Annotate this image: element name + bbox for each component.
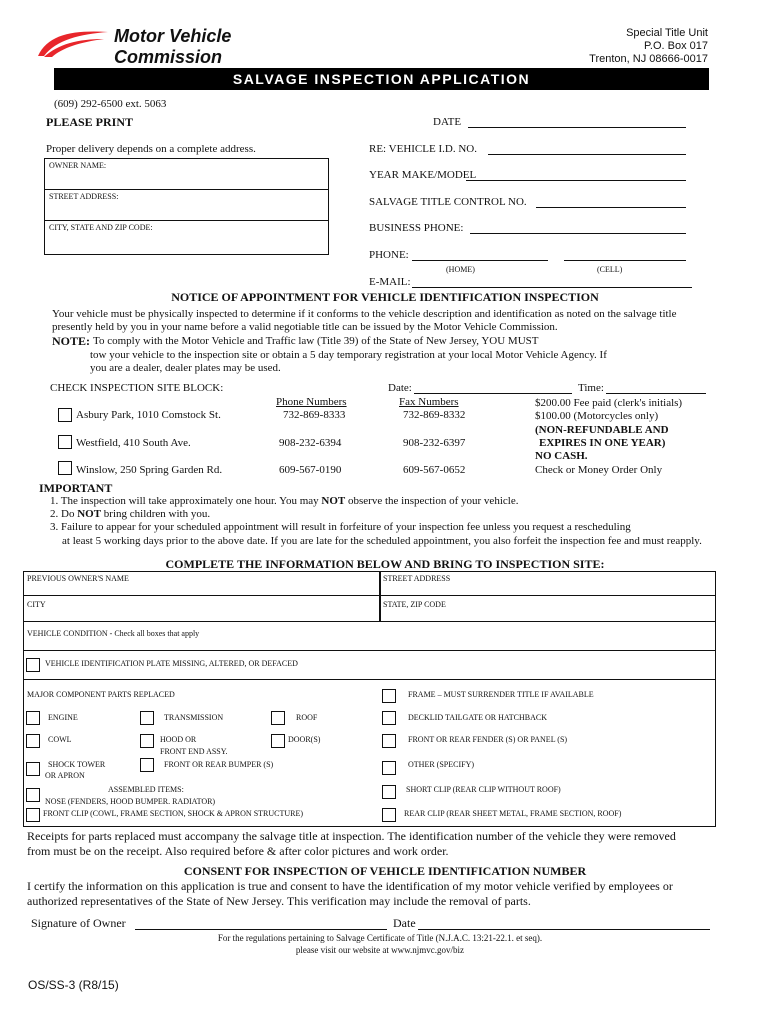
roof-checkbox[interactable] [271, 711, 285, 725]
agency-name-line2: Commission [114, 47, 223, 67]
business-phone-label: BUSINESS PHONE: [369, 222, 464, 234]
site-fax-asbury: 732-869-8332 [403, 409, 466, 421]
salvage-title-input[interactable] [536, 207, 686, 208]
cell-label: (CELL) [597, 265, 623, 274]
please-print: PLEASE PRINT [46, 115, 134, 129]
city-state-zip-field[interactable]: CITY, STATE AND ZIP CODE: [44, 220, 329, 255]
site-checkbox-westfield[interactable] [58, 435, 72, 449]
shock-label-line2: OR APRON [45, 771, 85, 780]
prev-owner-field[interactable]: PREVIOUS OWNER'S NAME [23, 571, 381, 596]
roof-label: ROOF [296, 713, 318, 722]
note-label: NOTE: [52, 334, 91, 348]
consent-line2: authorized representatives of the State of New Jersey. This verification may include the removal of parts. [27, 894, 531, 908]
assembled-label-line2: NOSE (FENDERS, HOOD BUMPER. RADIATOR) [45, 797, 216, 806]
front-clip-label: FRONT CLIP (COWL, FRAME SECTION, SHOCK & APRON STRUCTURE) [43, 809, 304, 818]
form-id: OS/SS-3 (R8/15) [28, 978, 119, 992]
vin-input[interactable] [488, 154, 686, 155]
complete-heading: COMPLETE THE INFORMATION BELOW AND BRING TO INSPECTION SITE: [165, 557, 605, 571]
vehicle-condition-label: VEHICLE CONDITION - Check all boxes that apply [27, 629, 200, 638]
notice-para-line1: Your vehicle must be physically inspected to determine if it conforms to the vehicle description and identification as noted on the salvage title [52, 308, 677, 320]
check-site-label: CHECK INSPECTION SITE BLOCK: [50, 382, 224, 394]
signature-label: Signature of Owner [31, 916, 126, 930]
other-label: OTHER (SPECIFY) [408, 760, 475, 769]
site-name-westfield: Westfield, 410 South Ave. [76, 437, 191, 449]
signature-date-label: Date [393, 916, 416, 930]
email-input[interactable] [412, 287, 692, 288]
engine-label: ENGINE [48, 713, 78, 722]
appt-date-input[interactable] [414, 393, 572, 394]
delivery-note: Proper delivery depends on a complete address. [46, 143, 256, 155]
vin-label: RE: VEHICLE I.D. NO. [369, 143, 477, 155]
transmission-label: TRANSMISSION [164, 713, 224, 722]
signature-date-input[interactable] [418, 929, 710, 930]
prev-state-zip-field[interactable]: STATE, ZIP CODE [379, 595, 716, 622]
short-clip-checkbox[interactable] [382, 785, 396, 799]
note-line1: To comply with the Motor Vehicle and Traffic law (Title 39) of the State of New Jersey, YOU MUST [93, 335, 539, 347]
decklid-checkbox[interactable] [382, 711, 396, 725]
appt-date-label: Date: [388, 382, 412, 394]
divider [23, 679, 716, 680]
doors-checkbox[interactable] [271, 734, 285, 748]
prev-street-field[interactable]: STREET ADDRESS [379, 571, 716, 596]
site-phone-westfield: 908-232-6394 [279, 437, 342, 449]
receipts-line2: from must be on the receipt. Also required before & after color pictures and work order. [27, 844, 449, 858]
date-input[interactable] [468, 127, 686, 128]
bumper-checkbox[interactable] [140, 758, 154, 772]
important-item1: 1. The inspection will take approximately one hour. You may NOT observe the inspection of your vehicle. [50, 495, 519, 507]
fee-line1: $200.00 Fee paid (clerk's initials) [535, 397, 683, 409]
cowl-checkbox[interactable] [26, 734, 40, 748]
divider [23, 650, 716, 651]
fax-numbers-header: Fax Numbers [399, 396, 459, 408]
fee-line4: EXPIRES IN ONE YEAR) [539, 437, 666, 449]
shock-label-line1: SHOCK TOWER [48, 760, 106, 769]
home-label: (HOME) [446, 265, 475, 274]
phone-label: PHONE: [369, 249, 409, 261]
signature-input[interactable] [135, 929, 387, 930]
notice-heading: NOTICE OF APPOINTMENT FOR VEHICLE IDENTIFICATION INSPECTION [171, 290, 599, 304]
important-item2: 2. Do NOT bring children with you. [50, 508, 211, 520]
agency-name-line1: Motor Vehicle [114, 26, 232, 46]
form-title: SALVAGE INSPECTION APPLICATION [54, 68, 709, 90]
fee-line6: Check or Money Order Only [535, 464, 663, 476]
major-parts-label: MAJOR COMPONENT PARTS REPLACED [27, 690, 175, 699]
year-make-model-label: YEAR MAKE/MODEL [369, 169, 477, 181]
cowl-label: COWL [48, 735, 72, 744]
engine-checkbox[interactable] [26, 711, 40, 725]
hood-label-line1: HOOD OR [160, 735, 197, 744]
prev-city-field[interactable]: CITY [23, 595, 381, 622]
phone-ext: (609) 292-6500 ext. 5063 [54, 98, 167, 110]
rear-clip-label: REAR CLIP (REAR SHEET METAL, FRAME SECTION, ROOF) [404, 809, 622, 818]
other-checkbox[interactable] [382, 761, 396, 775]
business-phone-input[interactable] [470, 233, 686, 234]
regulations-line1: For the regulations pertaining to Salvage Certificate of Title (N.J.A.C. 13:21-22.1. et seq). [217, 933, 543, 943]
salvage-title-label: SALVAGE TITLE CONTROL NO. [369, 196, 527, 208]
doors-label: DOOR(S) [288, 735, 321, 744]
short-clip-label: SHORT CLIP (REAR CLIP WITHOUT ROOF) [406, 785, 561, 794]
important-heading: IMPORTANT [39, 481, 113, 495]
site-checkbox-asbury[interactable] [58, 408, 72, 422]
owner-name-field[interactable]: OWNER NAME: [44, 158, 329, 190]
rear-clip-checkbox[interactable] [382, 808, 396, 822]
frame-label: FRAME – MUST SURRENDER TITLE IF AVAILABLE [408, 690, 594, 699]
site-name-asbury: Asbury Park, 1010 Comstock St. [76, 409, 221, 421]
shock-checkbox[interactable] [26, 762, 40, 776]
site-checkbox-winslow[interactable] [58, 461, 72, 475]
vin-plate-checkbox[interactable] [26, 658, 40, 672]
decklid-label: DECKLID TAILGATE OR HATCHBACK [408, 713, 547, 722]
site-fax-winslow: 609-567-0652 [403, 464, 466, 476]
hood-label-line2: FRONT END ASSY. [160, 747, 228, 756]
important-item3-line2: at least 5 working days prior to the above date. If you are late for the scheduled appointment, you also forfeit the inspection fee and must reapply. [62, 535, 702, 547]
note-line3: you are a dealer, dealer plates may be used. [90, 362, 281, 374]
site-phone-asbury: 732-869-8333 [283, 409, 346, 421]
assembled-label-line1: ASSEMBLED ITEMS: [108, 785, 184, 794]
hood-checkbox[interactable] [140, 734, 154, 748]
transmission-checkbox[interactable] [140, 711, 154, 725]
notice-para-line2: presently held by you in your name before a valid negotiable title can be issued by the Motor Vehicle Commission. [52, 321, 558, 333]
note-line2: tow your vehicle to the inspection site or obtain a 5 day temporary registration at your local Motor Vehicle Agency. If [90, 349, 607, 361]
important-item3-line1: 3. Failure to appear for your scheduled appointment will result in forfeiture of your inspection fee unless you request a rescheduling [50, 521, 631, 533]
fender-checkbox[interactable] [382, 734, 396, 748]
fee-line3: (NON-REFUNDABLE AND [535, 424, 669, 436]
email-label: E-MAIL: [369, 276, 411, 288]
year-make-model-input[interactable] [466, 180, 686, 181]
site-name-winslow: Winslow, 250 Spring Garden Rd. [76, 464, 223, 476]
fee-line5: NO CASH. [535, 450, 588, 462]
cell-phone-input[interactable] [564, 260, 686, 261]
home-phone-input[interactable] [412, 260, 548, 261]
consent-line1: I certify the information on this application is true and consent to have the identification of my motor vehicle verified by employees or [27, 879, 673, 893]
appt-time-label: Time: [578, 382, 604, 394]
po-box: P.O. Box 017 [643, 40, 708, 52]
site-fax-westfield: 908-232-6397 [403, 437, 466, 449]
street-address-field[interactable]: STREET ADDRESS: [44, 189, 329, 221]
regulations-line2: please visit our website at www.njmvc.gov/biz [295, 945, 465, 955]
fender-label: FRONT OR REAR FENDER (S) OR PANEL (S) [408, 735, 568, 744]
assembled-checkbox[interactable] [26, 788, 40, 802]
consent-heading: CONSENT FOR INSPECTION OF VEHICLE IDENTIFICATION NUMBER [183, 864, 587, 878]
front-clip-checkbox[interactable] [26, 808, 40, 822]
city-address: Trenton, NJ 08666-0017 [589, 53, 708, 65]
phone-numbers-header: Phone Numbers [276, 396, 347, 408]
fee-line2: $100.00 (Motorcycles only) [535, 410, 659, 422]
site-phone-winslow: 609-567-0190 [279, 464, 342, 476]
appt-time-input[interactable] [606, 393, 706, 394]
receipts-line1: Receipts for parts replaced must accompany the salvage title at inspection. The identification number of the vehicle they were removed [27, 829, 676, 843]
swoosh-logo-icon [34, 26, 110, 60]
frame-checkbox[interactable] [382, 689, 396, 703]
date-label: DATE [433, 116, 462, 128]
vin-plate-label: VEHICLE IDENTIFICATION PLATE MISSING, ALTERED, OR DEFACED [45, 659, 298, 668]
bumper-label: FRONT OR REAR BUMPER (S) [164, 760, 274, 769]
unit-name: Special Title Unit [626, 27, 708, 39]
